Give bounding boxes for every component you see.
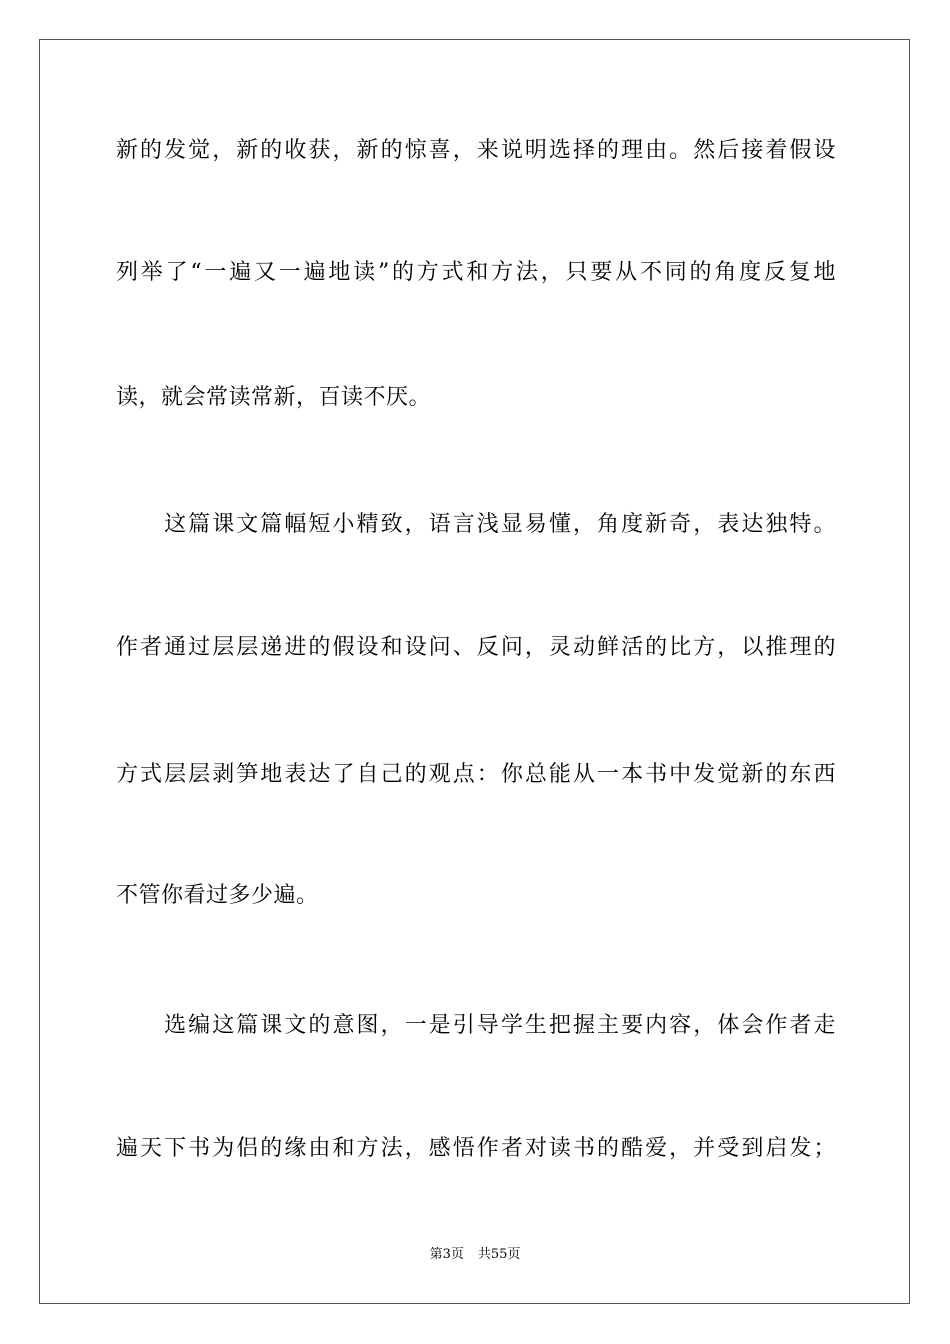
text-line-7: 不管你看过多少遍。 <box>116 883 319 908</box>
text-line-1: 新的发觉，新的收获，新的惊喜，来说明选择的理由。然后接着假设 <box>116 138 836 163</box>
text-line-8: 选编这篇课文的意图，一是引导学生把握主要内容，体会作者走 <box>116 1013 836 1038</box>
text-line-6: 方式层层剥笋地表达了自己的观点：你总能从一本书中发觉新的东西 <box>116 762 836 787</box>
text-line-5: 作者通过层层递进的假设和设问、反问，灵动鲜活的比方，以推理的 <box>116 635 836 660</box>
page-frame <box>39 39 910 1304</box>
text-line-2: 列举了“一遍又一遍地读”的方式和方法，只要从不同的角度反复地 <box>116 260 836 285</box>
text-line-4: 这篇课文篇幅短小精致，语言浅显易懂，角度新奇，表达独特。 <box>116 512 836 537</box>
page-number: 第3页 <box>429 1247 464 1262</box>
total-pages: 共55页 <box>477 1247 521 1262</box>
page-footer <box>0 1246 950 1264</box>
text-line-9: 遍天下书为侣的缘由和方法，感悟作者对读书的酷爱，并受到启发； <box>116 1136 836 1161</box>
text-line-3: 读，就会常读常新，百读不厌。 <box>116 385 432 410</box>
